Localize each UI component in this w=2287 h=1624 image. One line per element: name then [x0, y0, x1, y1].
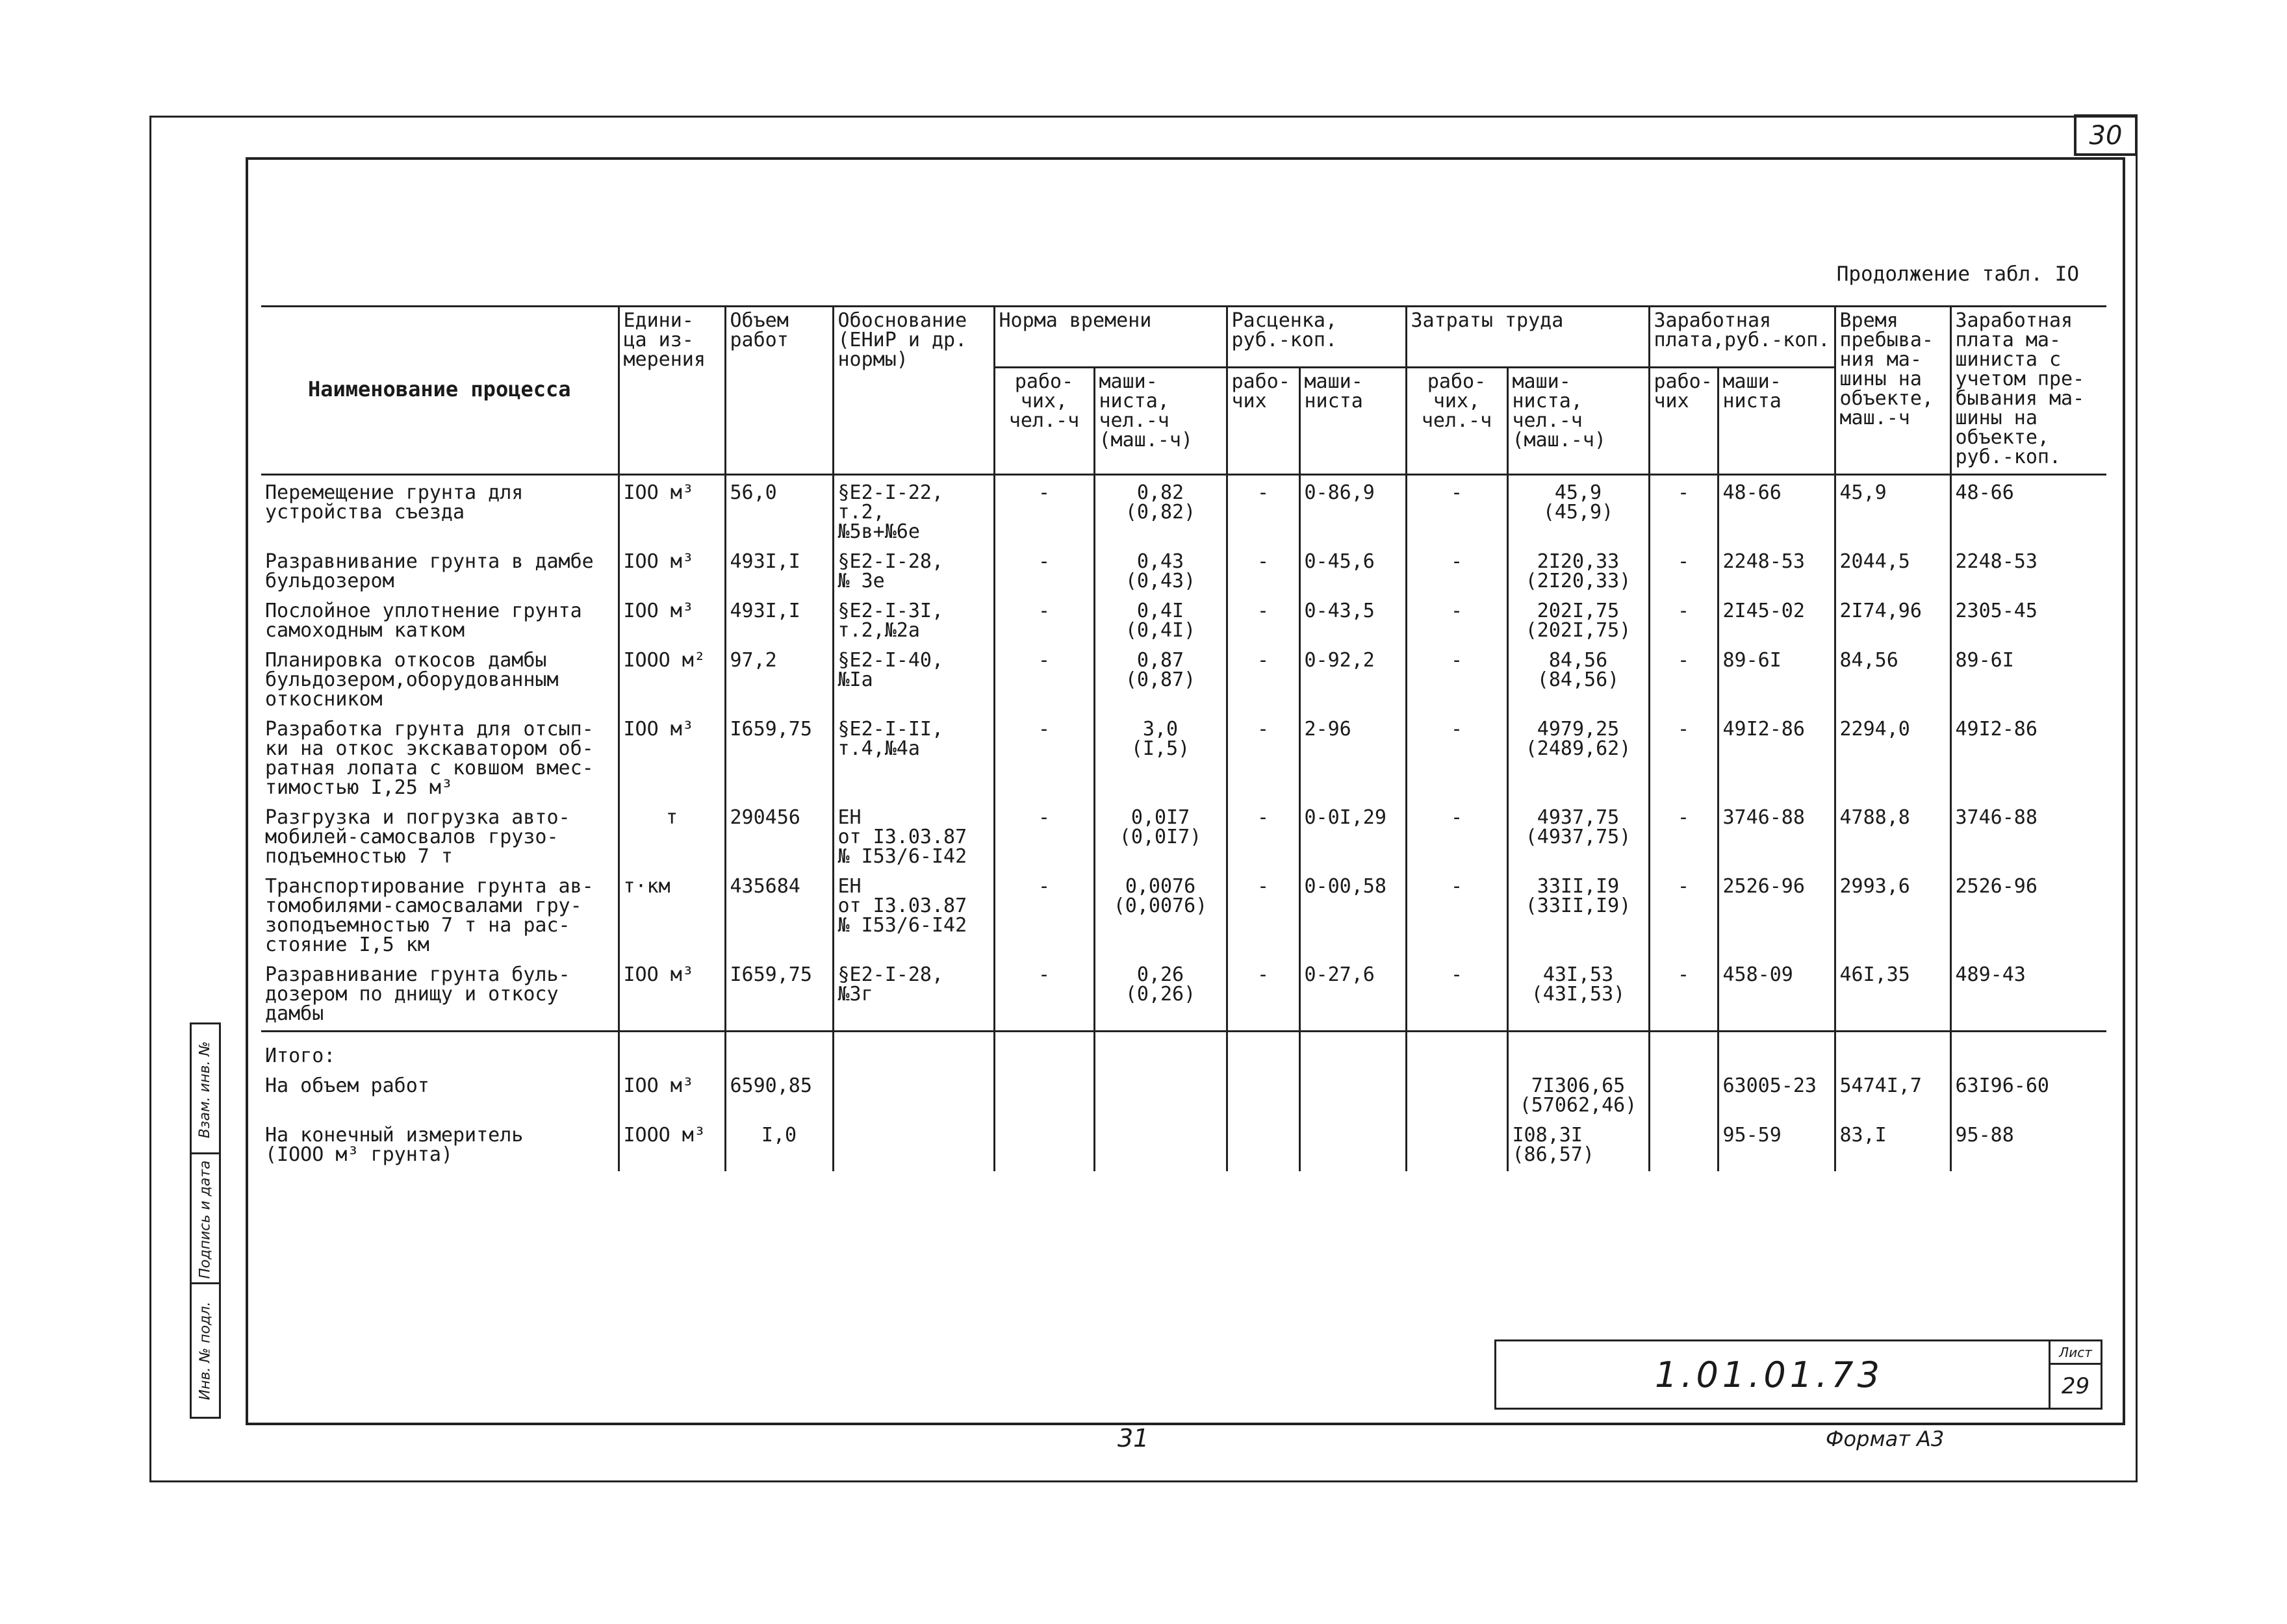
sub-labor-workers: рабо- чих, чел.-ч	[1406, 367, 1507, 474]
sheet-box	[2049, 1341, 2101, 1408]
row-wages-driver: 2526-96	[1718, 873, 1835, 961]
row-wages-driver: 3746-88	[1718, 804, 1835, 873]
row-unit: т·км	[619, 873, 725, 961]
row-volume: 97,2	[725, 647, 833, 716]
sub-norm-workers: рабо- чих, чел.-ч	[994, 367, 1094, 474]
row-norm-workers: -	[994, 598, 1094, 647]
row-stay-time: 46I,35	[1835, 961, 1950, 1032]
row-norm-driver: 0,82 (0,82)	[1094, 475, 1227, 549]
row-driver-wage: 49I2-86	[1950, 716, 2106, 804]
row-basis: ЕН от I3.03.87 № I53/6-I42	[833, 873, 994, 961]
row-labor-workers: -	[1406, 598, 1507, 647]
row-norm-driver: 0,4I (0,4I)	[1094, 598, 1227, 647]
row-basis: §Е2-I-3I, т.2,№2а	[833, 598, 994, 647]
row-norm-driver: 0,0076 (0,0076)	[1094, 873, 1227, 961]
row-labor-workers: -	[1406, 961, 1507, 1032]
row-basis: ЕН от I3.03.87 № I53/6-I42	[833, 804, 994, 873]
document-code: 1.01.01.73	[1655, 1354, 1884, 1395]
totals-label-row	[261, 1032, 2106, 1073]
row-unit: IOO м³	[619, 548, 725, 598]
row-volume: 435684	[725, 873, 833, 961]
table-row	[261, 647, 2106, 716]
row-rate-workers: -	[1227, 961, 1299, 1032]
row-rate-driver: 0-00,58	[1299, 873, 1406, 961]
header-process-name: Наименование процесса	[261, 307, 619, 475]
totals-volume-driver-wage: 63I96-60	[1950, 1072, 2106, 1122]
row-basis: §Е2-I-28, №3г	[833, 961, 994, 1032]
totals-meter-driver-wage: 95-88	[1950, 1122, 2106, 1171]
continuation-label: Продолжение табл. IO	[1836, 262, 2079, 286]
row-volume: 56,0	[725, 475, 833, 549]
table-row	[261, 548, 2106, 598]
table-body	[261, 475, 2106, 1172]
row-wages-driver: 458-09	[1718, 961, 1835, 1032]
row-driver-wage: 3746-88	[1950, 804, 2106, 873]
totals-meter-name: На конечный измеритель (IOOO м³ грунта)	[265, 1124, 524, 1166]
row-labor-driver: 2I20,33 (2I20,33)	[1507, 548, 1649, 598]
row-name: Послойное уплотнение грунта самоходным катком	[265, 600, 582, 642]
totals-volume-value: 6590,85	[725, 1072, 833, 1122]
row-name: Транспортирование грунта ав- томобилями-самосвалами гру- зоподъемностью 7 т на рас- стояние I,5 км	[265, 875, 594, 956]
row-driver-wage: 2248-53	[1950, 548, 2106, 598]
sub-labor-driver: маши- ниста, чел.-ч (маш.-ч)	[1507, 367, 1649, 474]
row-rate-driver: 0-86,9	[1299, 475, 1406, 549]
row-wages-workers: -	[1649, 548, 1718, 598]
row-unit: IOOO м²	[619, 647, 725, 716]
row-wages-driver: 48-66	[1718, 475, 1835, 549]
side-label-signature: Подпись и дата	[197, 1160, 214, 1279]
row-labor-workers: -	[1406, 647, 1507, 716]
row-rate-workers: -	[1227, 647, 1299, 716]
row-wages-driver: 89-6I	[1718, 647, 1835, 716]
row-norm-workers: -	[994, 716, 1094, 804]
title-block	[1494, 1339, 2102, 1410]
sub-rate-workers: рабо- чих	[1227, 367, 1299, 474]
row-norm-workers: -	[994, 548, 1094, 598]
row-rate-workers: -	[1227, 475, 1299, 549]
sheet-number-stamp: 29	[2061, 1373, 2090, 1399]
row-volume: I659,75	[725, 716, 833, 804]
row-rate-workers: -	[1227, 548, 1299, 598]
row-wages-driver: 49I2-86	[1718, 716, 1835, 804]
row-wages-driver: 2I45-02	[1718, 598, 1835, 647]
row-labor-driver: 45,9 (45,9)	[1507, 475, 1649, 549]
row-name: Планировка откосов дамбы бульдозером,оборудованным откосником	[265, 649, 559, 711]
table-row	[261, 475, 2106, 549]
row-rate-driver: 0-43,5	[1299, 598, 1406, 647]
row-rate-workers: -	[1227, 804, 1299, 873]
side-label-replace: Взам. инв. №	[197, 1041, 214, 1138]
row-labor-workers: -	[1406, 804, 1507, 873]
sub-rate-driver: маши- ниста	[1299, 367, 1406, 474]
row-stay-time: 2I74,96	[1835, 598, 1950, 647]
row-stay-time: 2294,0	[1835, 716, 1950, 804]
table-row	[261, 716, 2106, 804]
row-basis: §Е2-I-28, № 3е	[833, 548, 994, 598]
row-stay-time: 45,9	[1835, 475, 1950, 549]
row-rate-driver: 0-92,2	[1299, 647, 1406, 716]
row-rate-driver: 0-0I,29	[1299, 804, 1406, 873]
page-number: 31	[1118, 1424, 1149, 1453]
sheet-number: 30	[2074, 114, 2138, 156]
side-label-inventory: Инв. № подл.	[197, 1301, 214, 1400]
totals-meter-stay: 83,I	[1835, 1122, 1950, 1171]
header-driver-wage: Заработная плата ма- шиниста с учетом пре- бывания ма- шины на объекте, руб.-коп.	[1950, 307, 2106, 475]
row-labor-driver: 4979,25 (2489,62)	[1507, 716, 1649, 804]
row-wages-workers: -	[1649, 598, 1718, 647]
row-norm-workers: -	[994, 647, 1094, 716]
table-row	[261, 873, 2106, 961]
row-driver-wage: 489-43	[1950, 961, 2106, 1032]
row-name: Разравнивание грунта буль- дозером по днищу и откосу дамбы	[265, 963, 570, 1025]
row-wages-workers: -	[1649, 475, 1718, 549]
header-stay-time: Время пребыва- ния ма- шины на объекте, маш.-ч	[1835, 307, 1950, 475]
row-norm-driver: 0,26 (0,26)	[1094, 961, 1227, 1032]
totals-meter-labor: I08,3I (86,57)	[1507, 1122, 1649, 1171]
row-wages-workers: -	[1649, 647, 1718, 716]
header-basis: Обоснование (ЕНиР и др. нормы)	[833, 307, 994, 475]
sub-wages-driver: маши- ниста	[1718, 367, 1835, 474]
totals-meter-row	[261, 1122, 2106, 1171]
row-labor-driver: 43I,53 (43I,53)	[1507, 961, 1649, 1032]
sub-norm-driver: маши- ниста, чел.-ч (маш.-ч)	[1094, 367, 1227, 474]
row-unit: IOO м³	[619, 598, 725, 647]
row-driver-wage: 2305-45	[1950, 598, 2106, 647]
totals-label: Итого:	[261, 1032, 619, 1073]
totals-volume-stay: 5474I,7	[1835, 1072, 1950, 1122]
row-rate-driver: 0-27,6	[1299, 961, 1406, 1032]
row-rate-driver: 2-96	[1299, 716, 1406, 804]
row-labor-workers: -	[1406, 716, 1507, 804]
row-unit: IOO м³	[619, 475, 725, 549]
row-norm-driver: 3,0 (I,5)	[1094, 716, 1227, 804]
row-labor-workers: -	[1406, 873, 1507, 961]
row-rate-driver: 0-45,6	[1299, 548, 1406, 598]
row-labor-workers: -	[1406, 475, 1507, 549]
row-wages-workers: -	[1649, 961, 1718, 1032]
header-time-norm: Норма времени	[994, 307, 1227, 368]
row-stay-time: 2044,5	[1835, 548, 1950, 598]
row-wages-workers: -	[1649, 873, 1718, 961]
totals-meter-wages: 95-59	[1718, 1122, 1835, 1171]
totals-volume-wages: 63005-23	[1718, 1072, 1835, 1122]
row-basis: §Е2-I-40, №Iа	[833, 647, 994, 716]
table-row	[261, 598, 2106, 647]
row-norm-driver: 0,0I7 (0,0I7)	[1094, 804, 1227, 873]
row-driver-wage: 89-6I	[1950, 647, 2106, 716]
row-name: Перемещение грунта для устройства съезда	[261, 475, 619, 549]
row-driver-wage: 2526-96	[1950, 873, 2106, 961]
row-norm-driver: 0,43 (0,43)	[1094, 548, 1227, 598]
totals-volume-unit: IOO м³	[619, 1072, 725, 1122]
row-stay-time: 2993,6	[1835, 873, 1950, 961]
row-basis: §Е2-I-22, т.2, №5в+№6е	[833, 475, 994, 549]
row-stay-time: 4788,8	[1835, 804, 1950, 873]
totals-volume-labor: 7I306,65 (57062,46)	[1507, 1072, 1649, 1122]
row-unit: т	[619, 804, 725, 873]
totals-volume-row	[261, 1072, 2106, 1122]
row-labor-driver: 202I,75 (202I,75)	[1507, 598, 1649, 647]
table-row	[261, 961, 2106, 1032]
row-name: Разгрузка и погрузка авто- мобилей-самосвалов грузо- подъемностью 7 т	[265, 806, 570, 868]
row-unit: IOO м³	[619, 961, 725, 1032]
header-labor: Затраты труда	[1406, 307, 1649, 368]
sub-wages-workers: рабо- чих	[1649, 367, 1718, 474]
totals-meter-unit: IOOO м³	[619, 1122, 725, 1171]
row-wages-driver: 2248-53	[1718, 548, 1835, 598]
row-rate-workers: -	[1227, 873, 1299, 961]
row-basis: §Е2-I-II, т.4,№4а	[833, 716, 994, 804]
side-stamp-strip	[190, 1022, 221, 1419]
sheet-label: Лист	[2051, 1341, 2101, 1365]
row-norm-workers: -	[994, 804, 1094, 873]
header-wages: Заработная плата,руб.-коп.	[1649, 307, 1835, 368]
row-stay-time: 84,56	[1835, 647, 1950, 716]
row-norm-workers: -	[994, 873, 1094, 961]
work-table	[261, 305, 2106, 1171]
totals-meter-value: I,0	[725, 1122, 833, 1171]
row-norm-workers: -	[994, 475, 1094, 549]
row-volume: 290456	[725, 804, 833, 873]
row-norm-workers: -	[994, 961, 1094, 1032]
row-labor-driver: 4937,75 (4937,75)	[1507, 804, 1649, 873]
header-volume: Объем работ	[725, 307, 833, 475]
row-volume: 493I,I	[725, 598, 833, 647]
row-unit: IOO м³	[619, 716, 725, 804]
row-rate-workers: -	[1227, 716, 1299, 804]
row-driver-wage: 48-66	[1950, 475, 2106, 549]
row-wages-workers: -	[1649, 804, 1718, 873]
row-volume: I659,75	[725, 961, 833, 1032]
row-volume: 493I,I	[725, 548, 833, 598]
format-label: Формат А3	[1826, 1427, 1945, 1451]
totals-volume-name: На объем работ	[265, 1074, 429, 1097]
row-norm-driver: 0,87 (0,87)	[1094, 647, 1227, 716]
row-name: Разравнивание грунта в дамбе бульдозером	[265, 550, 594, 592]
row-rate-workers: -	[1227, 598, 1299, 647]
row-name: Разработка грунта для отсып- ки на откос экскаватором об- ратная лопата с ковшом вмес- тимостью I,25 м³	[265, 718, 594, 799]
table-row	[261, 804, 2106, 873]
row-labor-driver: 84,56 (84,56)	[1507, 647, 1649, 716]
header-unit: Едини- ца из- мерения	[619, 307, 725, 475]
row-labor-workers: -	[1406, 548, 1507, 598]
row-wages-workers: -	[1649, 716, 1718, 804]
row-labor-driver: 33II,I9 (33II,I9)	[1507, 873, 1649, 961]
header-rate: Расценка, руб.-коп.	[1227, 307, 1406, 368]
